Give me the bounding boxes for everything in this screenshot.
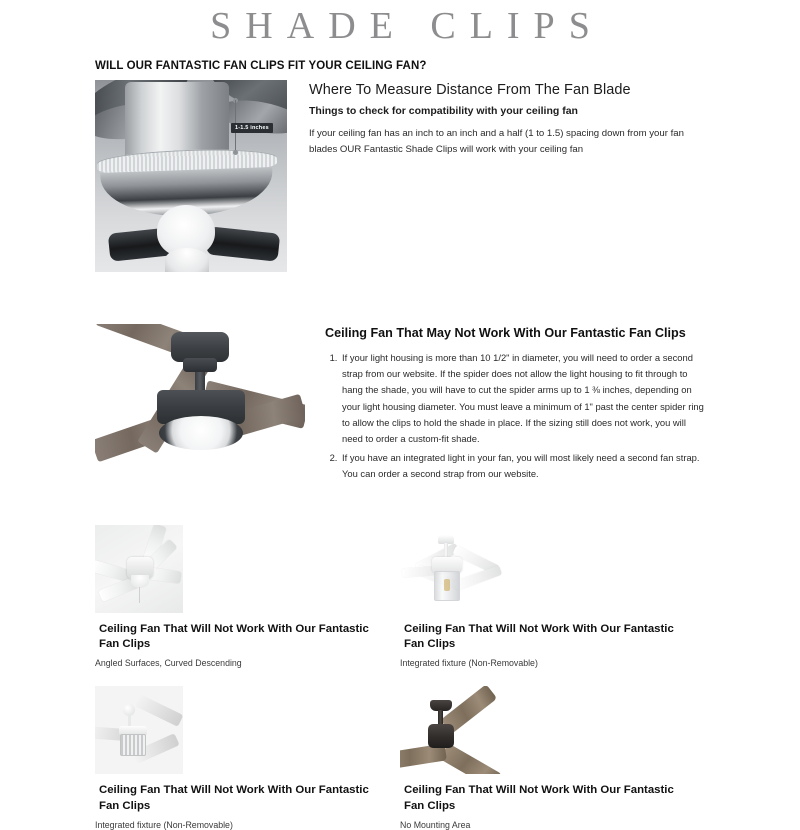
- callout-endpoint-icon: [233, 150, 238, 155]
- may-not-work-list: [325, 350, 705, 482]
- will-not-work-grid: [95, 525, 705, 829]
- five-blade-ceiling-fan-photo: [95, 324, 305, 479]
- fan-coupler-shape: [183, 358, 217, 372]
- will-not-work-card: [400, 525, 705, 668]
- pull-chain-shape: [139, 587, 140, 603]
- white-fan-glass-cylinder-light-photo: [400, 525, 560, 613]
- fan-led-light-shape: [159, 416, 243, 450]
- fan-blade-shape: [440, 744, 503, 775]
- card-title: Ceiling Fan That Will Not Work With Our Fantastic Fan Clips: [404, 784, 674, 812]
- card-caption: No Mounting Area: [400, 819, 471, 830]
- list-item: 2. If you have an integrated light in your fan, you will most likely need a second fan strap. You can order a second strap from our website.: [340, 450, 705, 482]
- fan-downrod-shape: [438, 710, 443, 724]
- bulb-filament-shape: [444, 579, 450, 591]
- will-not-work-card: [95, 525, 400, 668]
- measure-subheading: Things to check for compatibility with your ceiling fan: [309, 105, 578, 117]
- measurement-badge: 1-1.5 inches: [231, 123, 273, 133]
- motor-can-shape: [125, 82, 229, 160]
- measure-text-block: [309, 80, 705, 157]
- list-item: 1. If your light housing is more than 10 1/2" in diameter, you will need to order a second strap from our website. If the spider does not allow the light housing to fit through to hang the shade, you will have to cut the spider arms up to 1 ⅜ inches, depending on your light housing diameter. You must leave a minimum of 1" past the center spider ring to allow the clips to hold the shade in place. If the sizing still does not work, you will need to order a custom-fit shade.: [340, 350, 705, 447]
- will-not-work-card: [95, 686, 400, 829]
- may-not-work-section: [95, 324, 705, 485]
- fan-motor-housing-measurement-photo: [95, 80, 287, 272]
- white-ceiling-fan-angled-photo: [95, 525, 183, 613]
- card-title: Ceiling Fan That Will Not Work With Our Fantastic Fan Clips: [404, 623, 674, 651]
- measure-heading: Where To Measure Distance From The Fan Blade: [309, 82, 631, 98]
- page-title: SHADE CLIPS: [210, 5, 604, 47]
- card-caption: Integrated fixture (Non-Removable): [95, 819, 233, 830]
- page-banner: [0, 0, 800, 52]
- compatibility-section: [0, 60, 800, 830]
- drum-light-fixture-shape: [120, 734, 146, 756]
- white-three-blade-fan-drum-light-photo: [95, 686, 183, 774]
- bronze-wood-blade-fan-no-light-photo: [400, 686, 560, 774]
- measure-row: [95, 80, 705, 272]
- light-base-shape: [165, 248, 209, 272]
- will-not-work-card: [400, 686, 705, 829]
- fan-motor-shape: [428, 724, 454, 748]
- measure-body-text: If your ceiling fan has an inch to an inch and a half (1 to 1.5) spacing down from your fan blades OUR Fantastic Shade Clips will work with your ceiling fan: [309, 128, 684, 155]
- may-not-work-heading: Ceiling Fan That May Not Work With Our Fantastic Fan Clips: [325, 326, 686, 340]
- compatibility-kicker: WILL OUR FANTASTIC FAN CLIPS FIT YOUR CEILING FAN?: [95, 60, 427, 72]
- card-title: Ceiling Fan That Will Not Work With Our Fantastic Fan Clips: [99, 784, 369, 812]
- card-caption: Integrated fixture (Non-Removable): [400, 658, 538, 669]
- card-caption: Angled Surfaces, Curved Descending: [95, 658, 242, 669]
- may-not-work-text-block: [325, 324, 705, 485]
- card-title: Ceiling Fan That Will Not Work With Our Fantastic Fan Clips: [99, 623, 369, 651]
